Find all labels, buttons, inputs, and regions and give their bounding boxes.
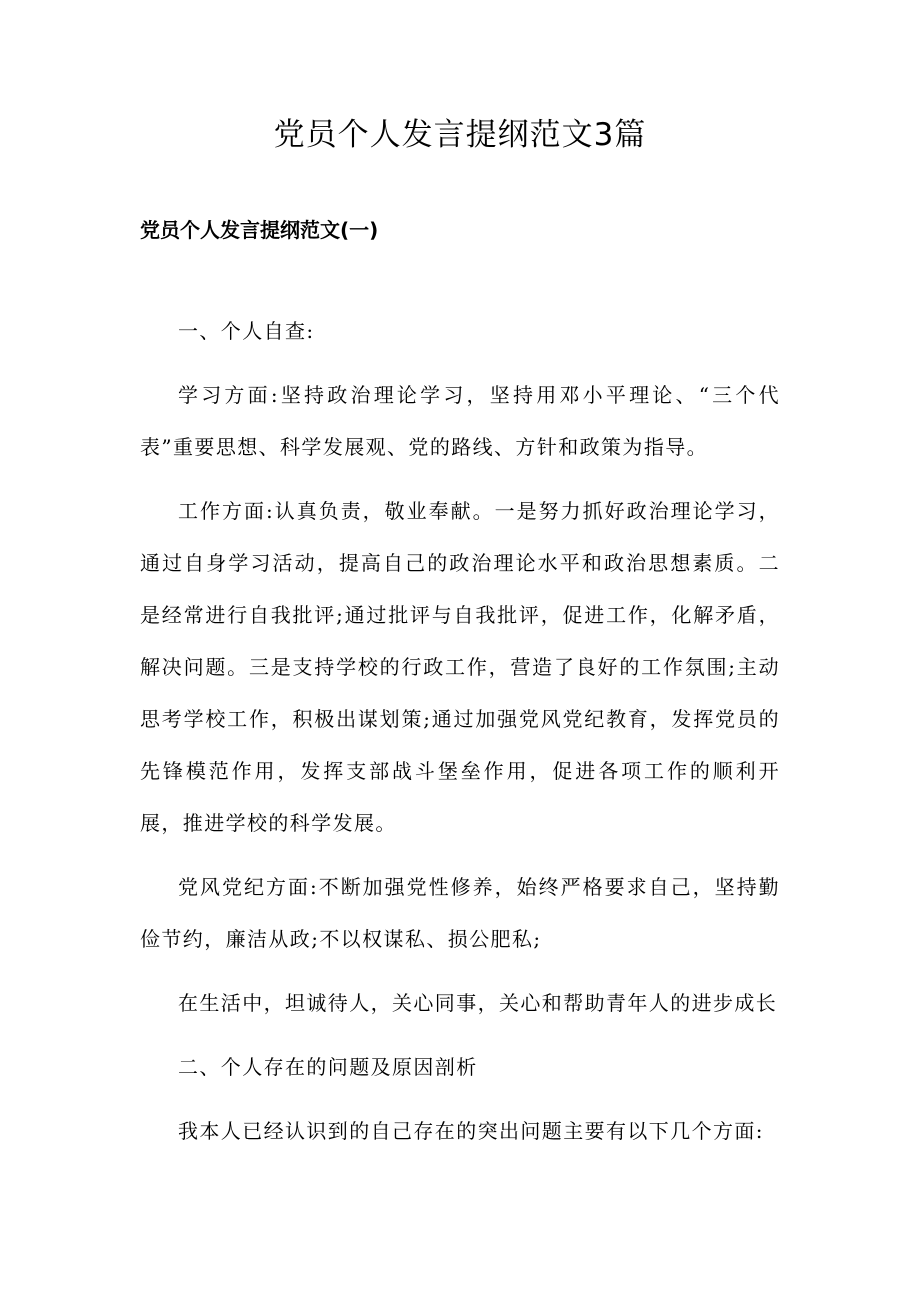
document-title: 党员个人发言提纲范文3篇 xyxy=(273,117,647,153)
section-heading: 党员个人发言提纲范文(一) xyxy=(140,218,379,242)
paragraph-study: 学习方面:坚持政治理论学习，坚持用邓小平理论、“三个代表”重要思想、科学发展观、党的路线、方针和政策为指导。 xyxy=(140,383,780,459)
paragraph-party-discipline: 党风党纪方面:不断加强党性修养，始终严格要求自己，坚持勤俭节约，廉洁从政;不以权谋私、损公肥私; xyxy=(140,875,780,951)
document-body xyxy=(140,305,780,1169)
paragraph-work: 工作方面:认真负责，敬业奉献。一是努力抓好政治理论学习，通过自身学习活动，提高自己的政治理论水平和政治思想素质。二是经常进行自我批评;通过批评与自我批评，促进工作，化解矛盾，解决问题。三是支持学校的行政工作，营造了良好的工作氛围;主动思考学校工作，积极出谋划策;通过加强党风党纪教育，发挥党员的先锋模范作用，发挥支部战斗堡垒作用，促进各项工作的顺利开展，推进学校的科学发展。 xyxy=(140,499,780,835)
paragraph-problems-heading: 二、个人存在的问题及原因剖析 xyxy=(178,1055,478,1079)
paragraph-self-check-heading: 一、个人自查: xyxy=(178,319,315,343)
paragraph-problems-intro: 我本人已经认识到的自己存在的突出问题主要有以下几个方面: xyxy=(178,1119,764,1143)
paragraph-life: 在生活中，坦诚待人，关心同事，关心和帮助青年人的进步成长 xyxy=(178,991,778,1015)
